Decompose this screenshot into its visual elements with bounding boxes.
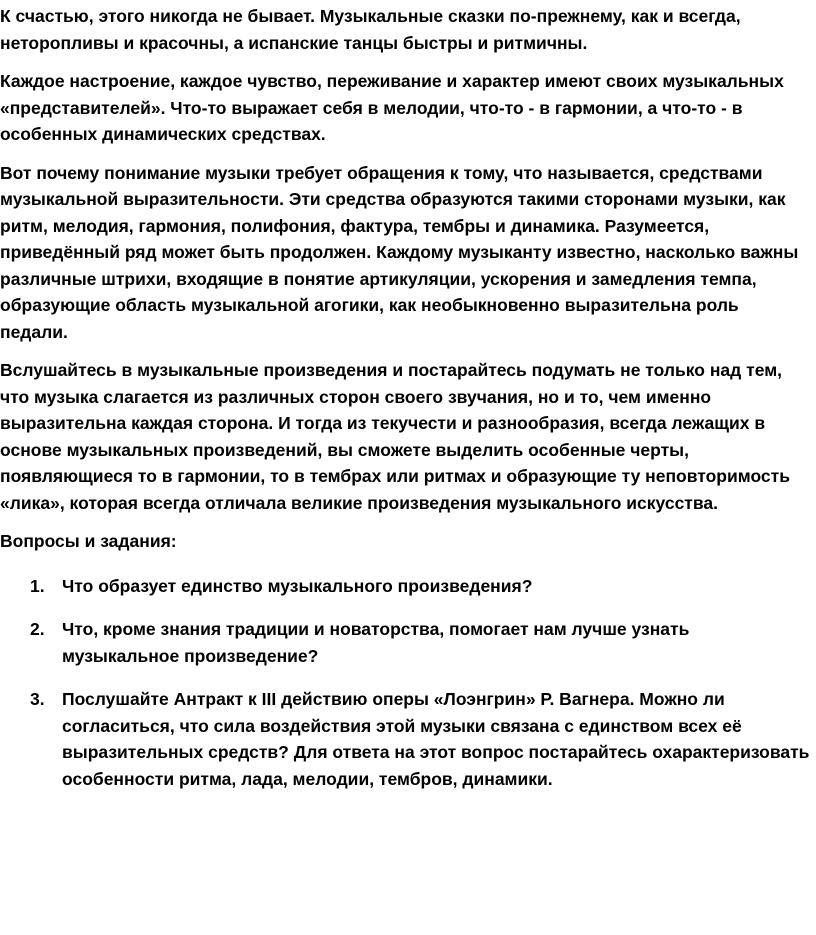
list-item-number: 3. — [30, 689, 45, 709]
list-item — [0, 616, 810, 669]
list-item — [0, 573, 810, 600]
list-item-number: 1. — [30, 575, 45, 596]
list-item-number: 2. — [30, 619, 45, 639]
list-item — [0, 686, 810, 792]
paragraph-3: Вот почему понимание музыки требует обращения к тому, что называется, средствами музыкальной выразительности. Эти средства образуются такими сторонами музыки, как ритм, мелодия, гармония, полифония, фактура, тембры и динамика. Разумеется, приведённый ряд может быть продолжен. Каждому музыканту известно, насколько важны различные штрихи, входящие в понятие артикуляции, ускорения и замедления темпа, образующие область музыкальной агогики, как необыкновенно выразительна роль педали. — [0, 162, 799, 342]
list-item-text: Послушайте Антракт к III действию оперы «Лоэнгрин» Р. Вагнера. Можно ли согласиться, что сила воздействия этой музыки связана с единством всех её выразительных средств? Для ответа на этот вопрос постарайтесь охарактеризовать особенности ритма, лада, мелодии, тембров, динамики. — [62, 689, 810, 789]
list-item-text: Что, кроме знания традиции и новаторства, помогает нам лучше узнать музыкальное произведение? — [62, 619, 690, 666]
list-item-text: Что образует единство музыкального произведения? — [62, 575, 533, 596]
questions-heading: Вопросы и задания: — [0, 531, 177, 551]
paragraph-1: К счастью, этого никогда не бывает. Музыкальные сказки по-прежнему, как и всегда, неторопливы и красочны, а испанские танцы быстры и ритмичны. — [0, 6, 741, 53]
paragraph-4: Вслушайтесь в музыкальные произведения и постарайтесь подумать не только над тем, что музыка слагается из различных сторон своего звучания, но и то, чем именно выразительна каждая сторона. И тогда из текучести и разнообразия, всегда лежащих в основе музыкальных произведений, вы сможете выделить особенные черты, появляющиеся то в гармонии, то в тембрах или ритмах и образующие ту неповторимость «лика», которая всегда отличала великие произведения музыкального искусства. — [0, 360, 790, 513]
paragraph-2: Каждое настроение, каждое чувство, переживание и характер имеют своих музыкальных «представителей». Что-то выражает себя в мелодии, что-то - в гармонии, а что-то - в особенных динамических средствах. — [0, 71, 784, 144]
questions-list — [0, 573, 810, 793]
